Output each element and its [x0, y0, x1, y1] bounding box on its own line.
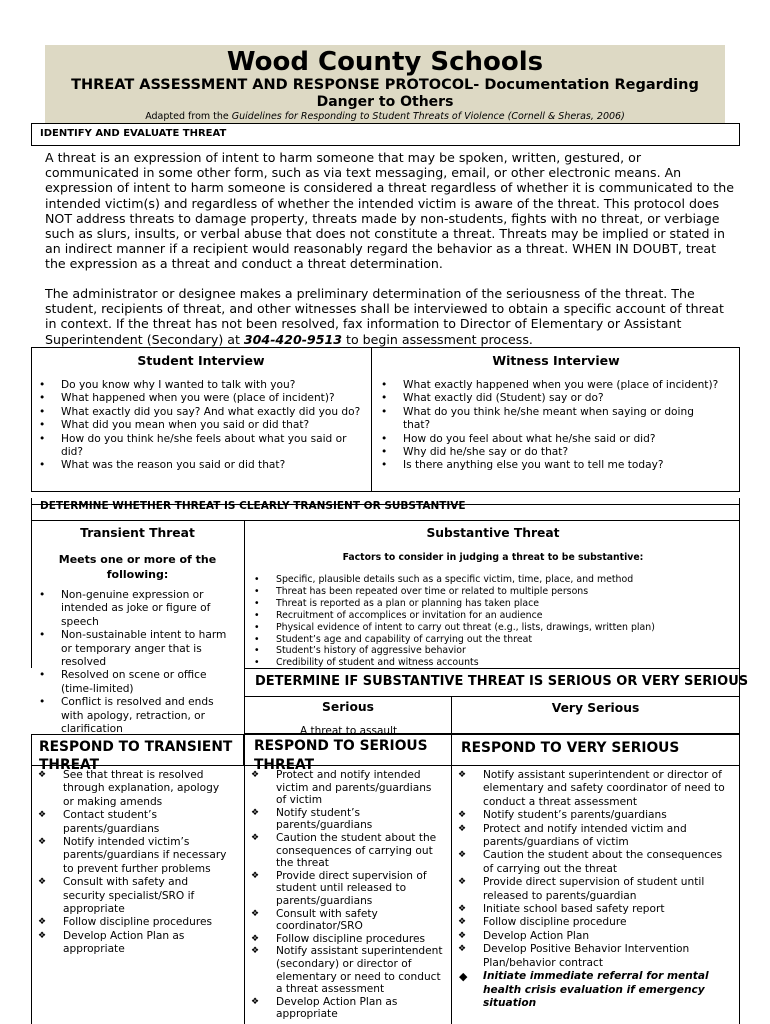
very-serious-response-step: ❖ Protect and notify intended victim and parents/guardians of victim — [453, 823, 733, 850]
transient-list-clip — [31, 589, 243, 734]
adapted-from-note — [45, 111, 725, 123]
very-serious-response-step: ❖ Provide direct supervision of student until released to parents/guardian — [453, 876, 733, 903]
respond-serious-list — [246, 769, 444, 1021]
respond-very-serious-list — [453, 769, 733, 970]
substantive-factor: • Recruitment of accomplices or invitation for an audience — [246, 610, 726, 622]
serious-snippet-clip — [300, 725, 410, 737]
diamond-bullet-icon: ◆ — [459, 970, 468, 984]
adapted-source: Guidelines for Responding to Student Threats of Violence (Cornell & Sheras, 2006) — [231, 111, 625, 122]
very-serious-response-step: ❖ Develop Action Plan — [453, 930, 733, 943]
substantive-factor: • Student’s history of aggressive behavior — [246, 645, 726, 657]
respond-serious-clip — [246, 769, 450, 1024]
identify-section-label: IDENTIFY AND EVALUATE THREAT — [40, 128, 227, 139]
transient-response-step: ❖ See that threat is resolved through explanation, apology or making amends — [33, 769, 233, 809]
substantive-subtitle: Factors to consider in judging a threat to be substantive: — [342, 552, 644, 563]
witness-interview-list — [373, 379, 723, 473]
serious-snippet: A threat to assault — [300, 725, 398, 737]
substantive-factor: • Specific, plausible details such as a specific victim, time, place, and method — [246, 574, 726, 586]
emergency-referral-text: Initiate immediate referral for mental health crisis evaluation if emergency situation — [483, 970, 709, 1009]
paragraph2-text: The administrator or designee makes a preliminary determination of the seriousness of the threat. The student, recipients of threat, and other witnesses shall be interviewed to obtain a specific account of threat in context. If the threat has not been resolved, fax information to Director of Elementary or Assistant Superintendent (Secondary) at — [45, 286, 724, 347]
witness-question: • How do you feel about what he/she said or did? — [373, 433, 723, 446]
witness-question: • What exactly did (Student) say or do? — [373, 392, 723, 405]
serious-response-step: ❖ Provide direct supervision of student until released to parents/guardians — [246, 870, 444, 908]
respond-transient-title-clip — [33, 738, 243, 773]
student-question: • Do you know why I wanted to talk with you? — [31, 379, 364, 392]
witness-question: • What exactly happened when you were (place of incident)? — [373, 379, 723, 392]
transient-response-step: ❖ Contact student’s parents/guardians — [33, 809, 233, 836]
subtitle-main: THREAT ASSESSMENT AND RESPONSE PROTOCOL- — [71, 77, 480, 93]
very-serious-response-step: ❖ Initiate school based safety report — [453, 903, 733, 916]
serious-response-step: ❖ Consult with safety coordinator/SRO — [246, 908, 444, 933]
substantive-list-clip — [246, 574, 739, 669]
respond-serious-title: RESPOND TO SERIOUS THREAT — [254, 738, 428, 773]
substantive-factors-list — [246, 574, 726, 669]
fax-number: 304-420-9513 — [243, 331, 342, 347]
substantive-factor: • Credibility of student and witness accounts — [246, 657, 726, 669]
paragraph2-tail: to begin assessment process. — [342, 331, 533, 347]
preliminary-determination-paragraph — [45, 286, 735, 347]
witness-question: • Why did he/she say or do that? — [373, 446, 723, 459]
serious-response-step: ❖ Protect and notify intended victim and parents/guardians of victim — [246, 769, 444, 807]
transient-response-step: ❖ Notify intended victim’s parents/guardians if necessary to prevent further problems — [33, 836, 233, 876]
transient-response-step: ❖ Follow discipline procedures — [33, 916, 233, 929]
document-header — [45, 45, 725, 123]
adapted-prefix: Adapted from the — [145, 111, 232, 122]
transient-criterion: • Conflict is resolved and ends with apology, retraction, or clarification — [31, 696, 227, 736]
threat-definition-paragraph: A threat is an expression of intent to harm someone that may be spoken, written, gestured, or communicated in some other form, such as via text messaging, email, or other electronic means. An expression of intent to harm someone is considered a threat regardless of whether it is communicated to the intended victim(s) and regardless of whether the intended victim is aware of the threat. This protocol does NOT address threats to damage property, threats made by non-students, fights with no threat, or verbiage such as slurs, insults, or verbal abuse that does not constitute a threat. Threats may be implied or stated in an indirect manner if a recipient would reasonably regard the behavior as a threat. WHEN IN DOUBT, treat the expression as a threat and conduct a threat determination. — [45, 150, 735, 272]
serious-response-step: ❖ Develop Action Plan as appropriate — [246, 996, 444, 1021]
identify-section-box — [31, 123, 740, 146]
transient-response-step: ❖ Consult with safety and security specialist/SRO if appropriate — [33, 876, 233, 916]
determine-section-label: DETERMINE WHETHER THREAT IS CLEARLY TRANSIENT OR SUBSTANTIVE — [40, 500, 466, 512]
very-serious-response-step: ❖ Notify assistant superintendent or director of elementary and safety coordinator of need to conduct a threat assessment — [453, 769, 733, 809]
serious-check-label: DETERMINE IF SUBSTANTIVE THREAT IS SERIOUS OR VERY SERIOUS — [255, 674, 749, 689]
serious-response-step: ❖ Caution the student about the consequences of carrying out the threat — [246, 832, 444, 870]
serious-title: Serious — [322, 700, 374, 714]
student-question: • What did you mean when you said or did that? — [31, 419, 364, 432]
student-interview-title: Student Interview — [137, 353, 265, 368]
respond-serious-title-clip — [246, 737, 451, 773]
serious-response-step: ❖ Notify assistant superintendent (secondary) or director of elementary or need to conduct a threat assessment — [246, 945, 444, 995]
student-question: • What exactly did you say? And what exactly did you do? — [31, 406, 364, 419]
transient-response-step: ❖ Develop Action Plan as appropriate — [33, 930, 233, 957]
emergency-referral-item — [453, 970, 733, 1010]
very-serious-response-step: ❖ Caution the student about the consequences of carrying out the threat — [453, 849, 733, 876]
very-serious-response-step: ❖ Notify student’s parents/guardians — [453, 809, 733, 822]
document-subtitle — [45, 76, 725, 94]
witness-question: • Is there anything else you want to tell me today? — [373, 459, 723, 472]
transient-subtitle: Meets one or more of the following: — [58, 553, 217, 581]
transient-criteria-list — [31, 589, 227, 736]
transient-criterion: • Resolved on scene or office (time-limited) — [31, 669, 227, 696]
substantive-factor: • Threat has been repeated over time or related to multiple persons — [246, 586, 726, 598]
document-subtitle-line2: Danger to Others — [316, 94, 454, 110]
substantive-factor: • Student’s age and capability of carrying out the threat — [246, 634, 726, 646]
transient-criterion: • Non-genuine expression or intended as joke or figure of speech — [31, 589, 227, 629]
transient-threat-title: Transient Threat — [80, 526, 195, 540]
determine-header-rule — [31, 520, 740, 521]
subtitle-tail: Documentation Regarding — [479, 77, 699, 93]
substantive-threat-title: Substantive Threat — [426, 526, 560, 540]
respond-transient-title: RESPOND TO TRANSIENT THREAT — [39, 739, 233, 773]
witness-question: • What do you think he/she meant when saying or doing that? — [373, 406, 723, 433]
witness-interview-title: Witness Interview — [492, 353, 620, 368]
student-question: • What happened when you were (place of incident)? — [31, 392, 364, 405]
respond-very-serious-column — [453, 769, 738, 1010]
transient-criterion: • Non-sustainable intent to harm or temporary anger that is resolved — [31, 629, 227, 669]
student-interview-list — [31, 379, 364, 473]
very-serious-response-step: ❖ Develop Positive Behavior Intervention Plan/behavior contract — [453, 943, 733, 970]
very-serious-response-step: ❖ Follow discipline procedure — [453, 916, 733, 929]
serious-response-step: ❖ Notify student’s parents/guardians — [246, 807, 444, 832]
serious-response-step: ❖ Follow discipline procedures — [246, 933, 444, 946]
substantive-factor: • Threat is reported as a plan or planning has taken place — [246, 598, 726, 610]
respond-very-serious-title: RESPOND TO VERY SERIOUS — [461, 740, 680, 756]
student-question: • How do you think he/she feels about what you said or did? — [31, 433, 364, 460]
document-title: Wood County Schools — [226, 47, 544, 77]
student-question: • What was the reason you said or did that? — [31, 459, 364, 472]
very-serious-title: Very Serious — [551, 701, 640, 715]
respond-transient-list — [33, 769, 233, 957]
substantive-factor: • Physical evidence of intent to carry out threat (e.g., lists, drawings, written plan) — [246, 622, 726, 634]
